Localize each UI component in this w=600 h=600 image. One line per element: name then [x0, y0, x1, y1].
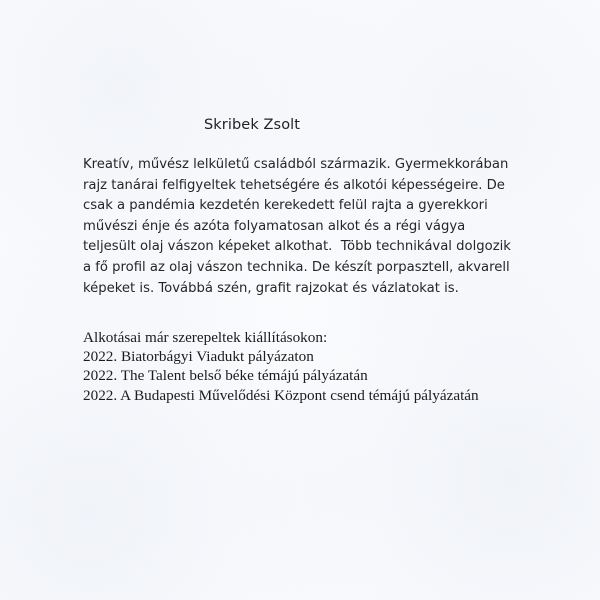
- bio-line: a fő profil az olaj vászon technika. De készít porpasztell, akvarell: [83, 259, 510, 275]
- exhibitions-section: [83, 328, 583, 405]
- artist-name-heading: Skribek Zsolt: [204, 117, 301, 133]
- bio-line: Kreatív, művész lelkületű családból származik. Gyermekkorában: [83, 157, 509, 172]
- exhibition-item: 2022. The Talent belső béke témájú pályázatán: [83, 367, 368, 385]
- exhibition-item: 2022. A Budapesti Művelődési Központ csend témájú pályázatán: [83, 386, 479, 404]
- bio-line: művészi énje és azóta folyamatosan alkot és a régi vágya: [83, 218, 466, 234]
- artist-biography: [83, 155, 583, 299]
- bio-line: teljesült olaj vászon képeket alkothat. Több technikával dolgozik: [83, 239, 511, 255]
- exhibition-item: 2022. Biatorbágyi Viadukt pályázaton: [83, 348, 314, 366]
- bio-line: rajz tanárai felfigyeltek tehetségére és alkotói képességeire. De: [83, 177, 505, 193]
- bio-line: képeket is. Továbbá szén, grafit rajzokat és vázlatokat is.: [83, 280, 459, 296]
- exhibitions-heading: Alkotásai már szerepeltek kiállításokon:: [83, 329, 328, 346]
- bio-line: csak a pandémia kezdetén kerekedett felül rajta a gyerekkori: [83, 198, 488, 214]
